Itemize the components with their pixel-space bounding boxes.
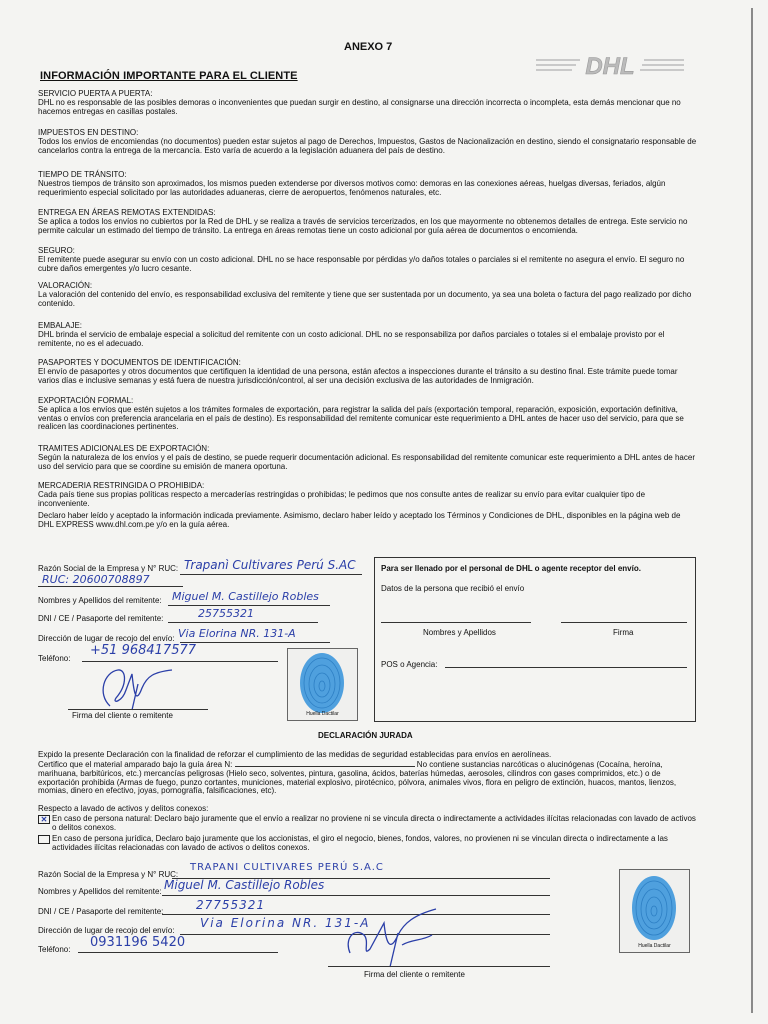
section-body: El envío de pasaportes y otros documentos que certifiquen la identidad de una persona, están afectos a inspecciones durante el tránsito a su destino final. Este trámite puede tomar varios días e inclusive semanas y está fuera de nuestra jurisdicción/control, al ser una decisión exclusiva de las autoridades de Inmigración. <box>38 366 678 385</box>
section-body: Según la naturaleza de los envíos y el país de destino, se puede requerir documentación adicional. Es responsabilidad del remitente comunicar este requerimiento a DHL antes de hacer uso del servicio para que se coordine su emisión de manera oportuna. <box>38 452 695 471</box>
section-heading: EXPORTACIÓN FORMAL: <box>38 396 134 405</box>
pos-label: POS o Agencia: <box>381 660 438 669</box>
decl-thumbprint-label: Huella Dactilar <box>638 943 671 949</box>
signature-mark <box>92 664 182 714</box>
legal-person-checkbox[interactable] <box>38 835 50 844</box>
section-heading: IMPUESTOS EN DESTINO: <box>38 128 139 137</box>
info-section <box>38 397 698 432</box>
names-label: Nombres y Apellidos <box>423 628 496 637</box>
decl-company-label: Razón Social de la Empresa y N° RUC: <box>38 870 179 879</box>
section-heading: PASAPORTES Y DOCUMENTOS DE IDENTIFICACIÓN: <box>38 358 241 367</box>
decl-phone-value[interactable]: 0931196 5420 <box>90 935 186 950</box>
decl-company-value[interactable]: TRAPANI CULTIVARES PERÚ S.A.C <box>190 862 384 873</box>
section-heading: TIEMPO DE TRÁNSITO: <box>38 170 127 179</box>
section-body: Se aplica a los envíos que estén sujetos a los trámites formales de exportación, para registrar la salida del país (exportación temporal, reparación, exposición, exportación definitiva, ventas o envíos con preferencia arancelaria en el país de destino). Es responsabilidad del remitente comunicar este requerimiento a DHL antes de hacer uso del servicio, para que se realicen las coordinaciones pertinentes. <box>38 404 684 432</box>
info-section <box>38 129 698 155</box>
page-edge <box>751 8 753 1013</box>
section-body: El remitente puede asegurar su envío con un costo adicional. DHL no se hace responsable por pérdidas y/o daños totales o parciales si el remitente no asegura el envío. El seguro no cubre daños emergentes y/o lucro cesante. <box>38 254 685 273</box>
dhl-logo <box>536 50 684 80</box>
section-heading: TRAMITES ADICIONALES DE EXPORTACIÓN: <box>38 444 210 453</box>
laundering-heading: Respecto a lavado de activos y delitos conexos: <box>38 804 209 813</box>
section-body: DHL no es responsable de las posibles demoras o inconvenientes que puedan surgir en destino, al consignarse una dirección incorrecta o incompleta, esta demás mencionar que no hacemos entregas en casillas postales. <box>38 97 681 116</box>
dni-value[interactable]: 25755321 <box>198 607 254 620</box>
section-heading: SEGURO: <box>38 246 75 255</box>
section-heading: SERVICIO PUERTA A PUERTA: <box>38 89 153 98</box>
decl-phone-label: Teléfono: <box>38 945 71 954</box>
certify-start: Certifico que el material amparado bajo la guía área N: <box>38 760 233 769</box>
natural-person-checkbox[interactable]: ✕ <box>38 815 50 824</box>
decl-dni-value[interactable]: 27755321 <box>196 898 266 912</box>
section-heading: VALORACIÓN: <box>38 281 93 290</box>
thumbprint-box <box>287 648 358 721</box>
legal-person-text: En caso de persona jurídica, Declaro bajo juramente que los accionistas, el giro el negocio, bienes, fondos, valores, no provienen ni se vinculan directa o indirectamente a las actividades ilícitas relacionadas con lavado de activos o delitos conexos. <box>52 834 668 852</box>
address-value[interactable]: Via Elorina NR. 131-A <box>178 627 296 640</box>
dhl-box-title: Para ser llenado por el personal de DHL o agente receptor del envío. <box>381 564 641 573</box>
section-body: La valoración del contenido del envío, es responsabilidad exclusiva del remitente y tiene que ser sustentada por un documento, ya sea una boleta o factura del pago realizado por dicho contenido. <box>38 289 692 308</box>
name-label: Nombres y Apellidos del remitente: <box>38 596 162 605</box>
info-section <box>38 445 698 471</box>
decl-signature-label: Firma del cliente o remitente <box>364 970 465 979</box>
info-section <box>38 322 698 348</box>
decl-name-value[interactable]: Miguel M. Castillejo Robles <box>164 878 325 892</box>
info-section <box>38 482 698 508</box>
signature-label: Firma del cliente o remitente <box>72 711 173 720</box>
decl-signature-mark <box>340 905 450 970</box>
section-body: Se aplica a todos los envíos no cubiertos por la Red de DHL y se realiza a través de servicios tercerizados, en los que mayormente no obtenemos detalles de entrega. Este servicio no permite calcular un estimado del tiempo de tránsito. La entrega en áreas remotas tiene un costo adicional por guía aérea de documentos o encomienda. <box>38 216 688 235</box>
dni-label: DNI / CE / Pasaporte del remitente: <box>38 614 164 623</box>
info-section <box>38 282 698 308</box>
info-section <box>38 247 698 273</box>
section-body: Nuestros tiempos de tránsito son aproximados, los mismos pueden extenderse por diversos motivos como: demoras en las conexiones aéreas, huelgas diversas, feriados, algún requerimiento especial solicitado por las autoridades aduaneras, cierre de aeropuertos, fenómenos naturales, etc. <box>38 178 666 197</box>
thumbprint-label: Huella Dactilar <box>306 711 339 717</box>
annex-label: ANEXO 7 <box>344 41 393 53</box>
company-value[interactable]: Trapanì Cultivares Perú S.AC <box>184 558 356 572</box>
decl-dni-label: DNI / CE / Pasaporte del remitente: <box>38 907 164 916</box>
phone-value[interactable]: +51 968417577 <box>90 643 197 658</box>
decl-name-label: Nombres y Apellidos del remitente: <box>38 887 162 896</box>
section-heading: MERCADERIA RESTRINGIDA O PROHIBIDA: <box>38 481 205 490</box>
info-section <box>38 209 698 235</box>
section-body: DHL brinda el servicio de embalaje especial a solicitud del remitente con un costo adicional. DHL no se responsabiliza por daños parciales o totales si el embalaje provisto por el remitente, no es el adecuado. <box>38 329 665 348</box>
declaration-title: DECLARACIÓN JURADA <box>318 731 413 740</box>
natural-person-text: En caso de persona natural: Declaro bajo juramente que el envío a realizar no proviene ni se vincula directa o indirectamente a actividades ilícitas relacionadas con lavado de activos o delitos conexos. <box>52 814 696 832</box>
section-heading: EMBALAJE: <box>38 321 83 330</box>
svg-text:DHL: DHL <box>585 53 635 80</box>
info-section <box>38 90 698 116</box>
ruc-value[interactable]: RUC: 20600708897 <box>42 573 150 586</box>
decl-address-label: Dirección de lugar de recojo del envío: <box>38 926 175 935</box>
info-section <box>38 171 698 197</box>
section-body: Cada país tiene sus propias políticas respecto a mercaderías restringidas o prohibidas; le pedimos que nos consulte antes de realizar su envío para evitar cualquier tipo de inconveniente. <box>38 489 646 508</box>
page-title: INFORMACIÓN IMPORTANTE PARA EL CLIENTE <box>40 70 298 82</box>
received-label: Datos de la persona que recibió el envío <box>381 584 525 593</box>
sign-label: Firma <box>613 628 634 637</box>
dhl-staff-box <box>374 557 696 722</box>
name-value[interactable]: Miguel M. Castillejo Robles <box>172 590 319 603</box>
declaration-certify <box>38 761 698 796</box>
address-label: Dirección de lugar de recojo del envío: <box>38 634 175 643</box>
section-heading: ENTREGA EN ÁREAS REMOTAS EXTENDIDAS: <box>38 208 216 217</box>
info-section <box>38 359 698 385</box>
decl-thumbprint-box <box>619 869 690 953</box>
declaration-intro: Expido la presente Declaración con la finalidad de reforzar el cumplimiento de las medidas de seguridad establecidas para envíos en aerolíneas. <box>38 750 552 759</box>
phone-label: Teléfono: <box>38 654 71 663</box>
decl-address-value[interactable]: Via Elorina NR. 131-A <box>200 916 371 930</box>
acceptance-text: Declaro haber leído y aceptado la información indicada previamente. Asimismo, declaro haber leído y aceptado los Términos y Condiciones de DHL, disponibles en la página web de DHL EXPRESS www.dhl.com.pe y/o en la guía aérea. <box>38 511 681 529</box>
section-body: Todos los envíos de encomiendas (no documentos) pueden estar sujetos al pago de Derechos, Impuestos, Gastos de Nacionalización en destino, siendo el consignatario responsable de cancelarlos contra la entrega de la mercancía. Esto varía de acuerdo a la legislación aduanera del país de destino. <box>38 136 697 155</box>
company-label: Razón Social de la Empresa y N° RUC: <box>38 564 179 573</box>
certify-rest: No contiene sustancias narcóticas o alucinógenas (Cocaína, heroína, marihuana, barbitúricos, etc.) mercancías peligrosas (Hielo seco, solventes, pintura, gasolina, ácidos, baterías húmedas, aerosoles, cilindros con gases comprimidos, etc.) o de exportación prohibida (Armas de fuego, punzo cortantes, municiones, material explosivo, pirotécnico, pólvora, animales vivos, flora en peligro de extinción, huacos, mantos, lienzos, momias, dinero en efectivo, joyas, pornografía, falsificaciones, etc). <box>38 760 677 796</box>
